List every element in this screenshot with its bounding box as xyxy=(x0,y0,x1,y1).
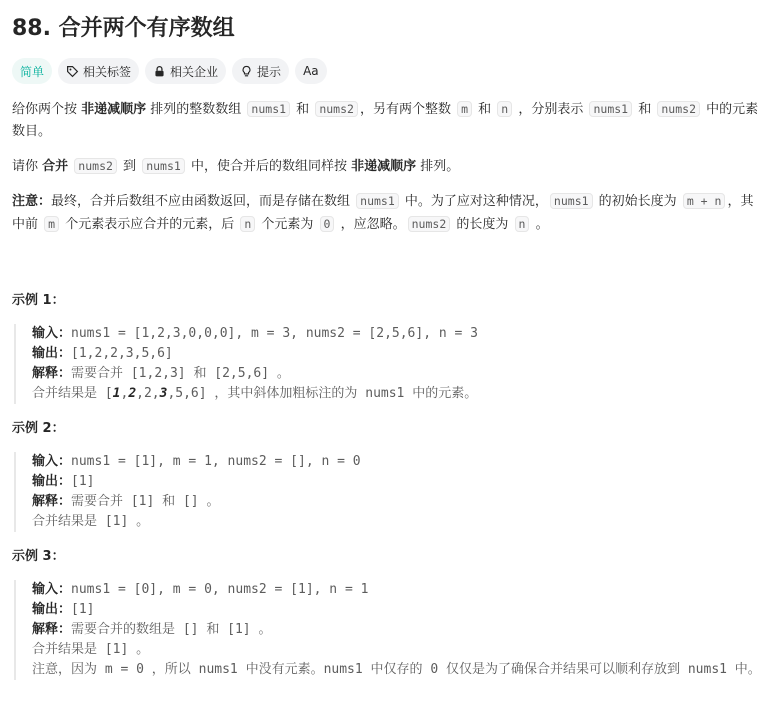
text-span: 给你两个按 xyxy=(12,102,82,117)
tag-bar xyxy=(12,58,762,84)
text-span: 到 xyxy=(118,159,141,174)
text-span: 个元素为 xyxy=(257,217,318,232)
font-settings-button[interactable] xyxy=(295,58,327,84)
example-2-title: 示例 2： xyxy=(12,421,65,436)
inline-code: nums1 xyxy=(356,193,399,209)
related-tags-label: 相关标签 xyxy=(83,64,132,79)
input-value: nums1 = [0], m = 0, nums2 = [1], n = 1 xyxy=(71,582,369,597)
inline-code: m + n xyxy=(683,193,726,209)
text-span: , xyxy=(120,386,129,401)
description-body xyxy=(12,98,762,680)
text-span: 和 xyxy=(292,102,314,117)
text-span: 最终，合并后数组不应由函数返回，而是存储在数组 xyxy=(51,194,355,209)
input-value: nums1 = [1,2,3,0,0,0], m = 3, nums2 = [2,5,6], n = 3 xyxy=(71,326,479,341)
text-span: 和 xyxy=(474,102,496,117)
description-note xyxy=(12,190,762,236)
example-1-title: 示例 1： xyxy=(12,293,65,308)
inline-code: m xyxy=(457,101,472,117)
text-span: 的初始长度为 xyxy=(594,194,681,209)
tag-icon xyxy=(66,65,79,78)
text-span: 和 xyxy=(634,102,656,117)
text-span: ，应忽略。 xyxy=(336,217,406,232)
text-span: 排列的整数数组 xyxy=(146,102,246,117)
hint-button[interactable] xyxy=(232,58,289,84)
font-size-icon: Aa xyxy=(303,64,319,78)
example-output-line xyxy=(32,344,762,364)
example-3-title: 示例 3： xyxy=(12,549,65,564)
note-label: 注意： xyxy=(12,194,52,209)
bold-text: 非递减顺序 xyxy=(81,102,147,117)
explain-value: 需要合并 [1] 和 [] 。 xyxy=(71,494,220,509)
text-span: 排列。 xyxy=(416,159,460,174)
explain-label: 解释： xyxy=(32,494,72,509)
problem-title: 88. 合并两个有序数组 xyxy=(12,16,235,41)
example-explain-line xyxy=(32,492,762,512)
related-companies-label: 相关企业 xyxy=(170,64,219,79)
example-extra-line xyxy=(32,384,762,404)
text-span: 合并结果是 [ xyxy=(32,386,113,401)
explain-value: 需要合并的数组是 [] 和 [1] 。 xyxy=(71,622,272,637)
text-span: 中，使合并后的数组同样按 xyxy=(186,159,352,174)
inline-code: n xyxy=(497,101,512,117)
related-tags-button[interactable] xyxy=(58,58,139,84)
inline-code: nums1 xyxy=(247,101,290,117)
emphasized-number: 1 xyxy=(112,386,121,401)
inline-code: nums2 xyxy=(408,216,451,232)
output-label: 输出： xyxy=(32,346,72,361)
explain-label: 解释： xyxy=(32,366,72,381)
example-3-block xyxy=(14,580,762,680)
output-value: [1] xyxy=(71,474,95,489)
emphasized-number: 2 xyxy=(128,386,137,401)
example-input-line xyxy=(32,324,762,344)
input-label: 输入： xyxy=(32,326,72,341)
text-span: 。 xyxy=(531,217,549,232)
bold-text: 非递减顺序 xyxy=(351,159,417,174)
emphasized-number: 3 xyxy=(159,386,168,401)
inline-code: n xyxy=(240,216,255,232)
explain-value: 需要合并 [1,2,3] 和 [2,5,6] 。 xyxy=(71,366,290,381)
text-span: ，另有两个整数 xyxy=(359,102,456,117)
inline-code: nums1 xyxy=(550,193,593,209)
text-span: ，分别表示 xyxy=(514,102,588,117)
input-label: 输入： xyxy=(32,582,72,597)
output-value: [1] xyxy=(71,602,95,617)
related-companies-button[interactable] xyxy=(145,58,226,84)
text-span: ，其中前 xyxy=(12,194,754,232)
text-span: 中。为了应对这种情况， xyxy=(400,194,548,209)
example-1-block xyxy=(14,324,762,404)
spacer xyxy=(12,248,762,290)
description-paragraph-2 xyxy=(12,155,762,178)
example-explain-line xyxy=(32,620,762,640)
inline-code: nums1 xyxy=(589,101,632,117)
example-note-line: 注意，因为 m = 0 ，所以 nums1 中没有元素。nums1 中仅存的 0 仅仅是为了确保合并结果可以顺利存放到 nums1 中。 xyxy=(32,662,761,677)
inline-code: nums2 xyxy=(74,158,117,174)
output-label: 输出： xyxy=(32,602,72,617)
text-span: 个元素表示应合并的元素，后 xyxy=(61,217,239,232)
text-span: 的长度为 xyxy=(452,217,513,232)
bold-text: 合并 xyxy=(42,159,69,174)
input-value: nums1 = [1], m = 1, nums2 = [], n = 0 xyxy=(71,454,361,469)
example-2-block xyxy=(14,452,762,532)
text-span xyxy=(68,159,72,174)
example-output-line xyxy=(32,600,762,620)
difficulty-badge[interactable]: 简单 xyxy=(12,58,52,84)
text-span: ,2, xyxy=(136,386,160,401)
example-input-line xyxy=(32,452,762,472)
output-label: 输出： xyxy=(32,474,72,489)
output-value: [1,2,2,3,5,6] xyxy=(71,346,173,361)
example-explain-line xyxy=(32,364,762,384)
inline-code: n xyxy=(515,216,530,232)
inline-code: nums2 xyxy=(657,101,700,117)
inline-code: 0 xyxy=(320,216,335,232)
example-extra-line: 合并结果是 [1] 。 xyxy=(32,642,150,657)
text-span: 请你 xyxy=(12,159,43,174)
example-extra-line: 合并结果是 [1] 。 xyxy=(32,514,150,529)
input-label: 输入： xyxy=(32,454,72,469)
lock-icon xyxy=(153,65,166,78)
inline-code: nums2 xyxy=(315,101,358,117)
hint-label: 提示 xyxy=(257,64,282,79)
description-paragraph-1 xyxy=(12,98,762,143)
example-input-line xyxy=(32,580,762,600)
problem-description xyxy=(12,14,762,694)
inline-code: m xyxy=(44,216,59,232)
inline-code: nums1 xyxy=(142,158,185,174)
example-output-line xyxy=(32,472,762,492)
lightbulb-icon xyxy=(240,65,253,78)
text-span: ,5,6] ，其中斜体加粗标注的为 nums1 中的元素。 xyxy=(167,386,478,401)
text-span: 中的元素数目。 xyxy=(12,102,759,139)
explain-label: 解释： xyxy=(32,622,72,637)
